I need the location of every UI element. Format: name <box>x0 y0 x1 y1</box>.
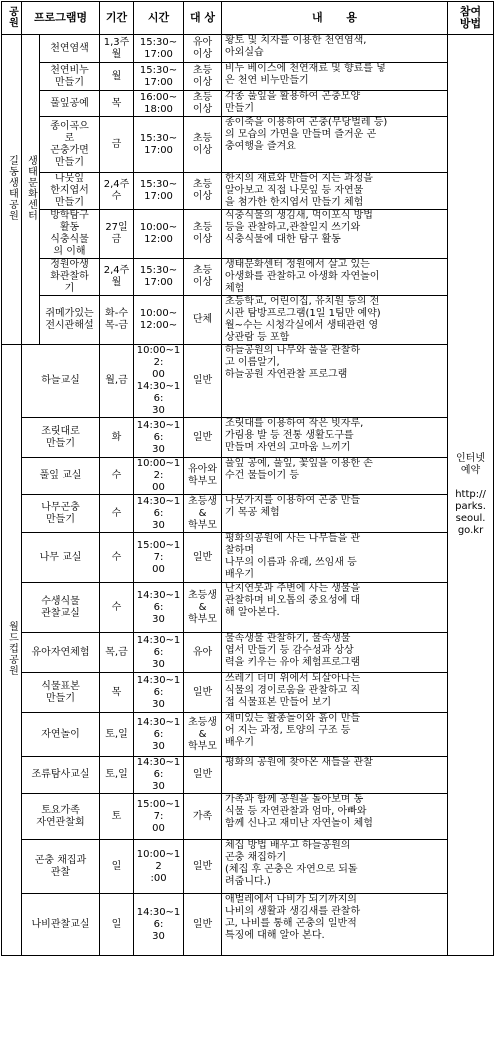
header-method: 참여 방법 <box>448 2 494 35</box>
program-time-text: 10:00~12: 00 <box>136 458 181 493</box>
table-row <box>2 757 494 794</box>
header-target: 대 상 <box>184 2 222 35</box>
program-target <box>184 583 222 633</box>
program-time <box>134 673 184 713</box>
program-target <box>184 63 222 91</box>
program-name <box>22 840 100 894</box>
program-content <box>222 458 448 495</box>
program-content <box>222 345 448 418</box>
program-target <box>184 633 222 673</box>
program-period-text: 화-수 목-금 <box>105 308 128 331</box>
program-content <box>222 296 448 345</box>
program-content-text: 나뭇가지를 이용하여 곤충 만들 기 목공 체험 <box>225 495 361 518</box>
table-row <box>2 91 494 117</box>
program-time <box>134 533 184 583</box>
program-period-text: 토,일 <box>105 769 128 780</box>
header-time: 시간 <box>134 2 184 35</box>
program-name <box>22 583 100 633</box>
program-time-text: 15:30~ 17:00 <box>139 132 178 156</box>
program-content-text: 생태문화센터 정원에서 살고 있는 아생화를 관찰하고 아생화 자연놀이 체험 <box>225 259 380 294</box>
program-time-text: 14:30~16: 30 <box>136 716 181 752</box>
table-row <box>2 713 494 757</box>
table-row <box>2 794 494 840</box>
program-target-text: 초등 이상 <box>192 64 213 88</box>
program-table <box>1 1 494 956</box>
program-content-text: 초등학교, 어린이집, 유치원 등의 전 시관 탐방프로그램(1일 1팀만 예약) 월~수는 시청각실에서 생태관련 영 상관람 등 포함 <box>225 296 381 343</box>
program-name-text: 조류탐사교실 <box>31 769 90 780</box>
header-content: 내 용 <box>222 2 448 35</box>
program-period <box>100 713 134 757</box>
program-name-text: 나뭇잎 한지엽서 만들기 <box>50 173 89 208</box>
program-period <box>100 117 134 173</box>
program-target-text: 초등생 & 학부모 <box>188 716 217 752</box>
program-target <box>184 458 222 495</box>
method-text[interactable]: 인터넷 예약 http:// parks. seoul. go.kr <box>455 453 486 536</box>
park-gildong <box>2 35 22 345</box>
program-name <box>22 673 100 713</box>
program-target <box>184 713 222 757</box>
table-row <box>2 259 494 296</box>
program-target-text: 일반 <box>192 431 213 443</box>
program-period <box>100 794 134 840</box>
program-content-text: 하늘공원의 나무와 풀을 관찰하 고 이름알기, 하늘공원 자연관찰 프로그램 <box>225 345 361 380</box>
park-worldcup <box>2 345 22 956</box>
program-period <box>100 35 134 63</box>
program-name-text: 나비관찰교실 <box>31 918 90 930</box>
program-target <box>184 173 222 210</box>
program-period-text: 목,금 <box>105 646 128 658</box>
program-name-text: 하늘교실 <box>41 375 80 386</box>
program-name <box>22 757 100 794</box>
program-content-text: 식충식물의 생김새, 먹이포식 방법 등을 관찰하고,관찰일지 쓰기와 식충식물에 대한 탐구 활동 <box>225 210 373 245</box>
program-name <box>22 894 100 956</box>
park-gildong-label: 길동생태공원 <box>6 154 18 221</box>
program-target <box>184 757 222 794</box>
program-name-text: 쥐메가있는 전시관해설 <box>45 308 94 331</box>
program-target-text: 단체 <box>192 314 213 325</box>
program-time-text: 15:30~ 17:00 <box>139 64 178 88</box>
program-period <box>100 259 134 296</box>
program-period <box>100 673 134 713</box>
program-name <box>40 296 100 345</box>
program-name <box>22 713 100 757</box>
program-name <box>22 458 100 495</box>
program-name-text: 정원아생 화관찰하 기 <box>50 259 89 294</box>
program-name <box>40 173 100 210</box>
program-time-text: 10:00~12: 00 14:30~16: 30 <box>136 345 181 416</box>
program-target-text: 초등 이상 <box>192 132 213 156</box>
program-period <box>100 533 134 583</box>
program-name-text: 조릿대로 만들기 <box>41 425 80 449</box>
program-period <box>100 91 134 117</box>
program-period-text: 월 <box>111 70 122 82</box>
program-target <box>184 794 222 840</box>
program-target-text: 유아와 학부모 <box>188 464 217 487</box>
program-content-text: 종이죽을 이용하여 곤충(무당벌레 등) 의 모습의 가면을 만들며 즐거운 곤 충여행을 즐겨요 <box>225 117 388 152</box>
program-period-text: 월,금 <box>105 375 128 386</box>
program-content <box>222 583 448 633</box>
program-period-text: 2,4주 월 <box>103 265 130 288</box>
program-period-text: 목 <box>111 97 122 109</box>
program-time-text: 14:30~16: 30 <box>136 634 181 670</box>
program-content <box>222 757 448 794</box>
program-content-text: 애벌레에서 나비가 되기까지의 나비의 생활과 생김새를 관찰하 고, 나비를 통해 곤충의 일반적 특징에 대해 알아 본다. <box>225 894 361 941</box>
table-row <box>2 210 494 259</box>
program-content-text: 쓰레기 더미 위에서 되살아나는 식물의 경이로움을 관찰하고 직 접 식물표본 만들어 보기 <box>225 673 361 708</box>
program-name-text: 천연비누 만들기 <box>50 64 89 88</box>
program-period <box>100 296 134 345</box>
program-period <box>100 63 134 91</box>
park-worldcup-label: 월드컵공원 <box>6 620 18 676</box>
program-name-text: 풀잎공예 <box>50 97 89 109</box>
program-content-text: 비누 베이스에 천연재료 및 향료를 넣 은 천연 비누만들기 <box>225 63 386 86</box>
program-target <box>184 345 222 418</box>
program-content-text: 황토 및 치자를 이용한 천연염색, 아외실습 <box>225 35 367 58</box>
program-target <box>184 495 222 533</box>
header-row <box>2 2 494 35</box>
program-time-text: 15:30~ 17:00 <box>139 179 178 202</box>
table-row <box>2 495 494 533</box>
program-content <box>222 713 448 757</box>
table-row <box>2 296 494 345</box>
program-content-text: 재미있는 활총놀이와 흙이 만들 어 지는 과정, 토양의 구조 등 배우기 <box>225 713 361 748</box>
program-time <box>134 794 184 840</box>
header-period: 기간 <box>100 2 134 35</box>
program-name <box>40 91 100 117</box>
program-time-text: 15:00~17: 00 <box>136 539 181 575</box>
program-time-text: 15:30~ 17:00 <box>139 36 178 60</box>
table-row <box>2 458 494 495</box>
program-target <box>184 35 222 63</box>
program-content-text: 조릿대를 이용하여 작은 빗자루, 가림용 발 등 전통 생활도구를 만들며 자연의 고마움 느끼기 <box>225 418 364 453</box>
program-time-text: 14:30~16: 30 <box>136 495 181 531</box>
program-period <box>100 418 134 458</box>
program-period <box>100 173 134 210</box>
program-time-text: 14:30~16: 30 <box>136 906 181 942</box>
program-content <box>222 117 448 173</box>
program-target-text: 유아 <box>192 646 213 658</box>
program-target-text: 초등 이상 <box>192 265 213 288</box>
program-name-text: 수생식물 관찰교실 <box>41 595 80 619</box>
program-time <box>134 418 184 458</box>
program-period <box>100 840 134 894</box>
table-row <box>2 173 494 210</box>
program-target-text: 초등생 & 학부모 <box>188 589 217 625</box>
program-time <box>134 296 184 345</box>
program-name <box>22 495 100 533</box>
program-target <box>184 533 222 583</box>
program-name <box>40 35 100 63</box>
program-content <box>222 533 448 583</box>
program-name-text: 식물표본 만들기 <box>41 680 80 704</box>
program-name-text: 곤충 채집과 관찰 <box>34 854 87 878</box>
program-target-text: 일반 <box>192 918 213 930</box>
program-name-text: 방학탐구 활동 식충식물 의 이해 <box>50 210 89 257</box>
program-content-text: 평화의 공원에 찾아온 새들을 관찰 <box>225 757 373 768</box>
center-label-text: 생태문화센터 <box>25 154 37 221</box>
table-row <box>2 117 494 173</box>
program-period <box>100 633 134 673</box>
program-time-text: 10:00~ 12:00~ <box>139 308 178 331</box>
program-target-text: 초등생 & 학부모 <box>188 495 217 531</box>
program-time-text: 14:30~16: 30 <box>136 757 181 792</box>
program-time <box>134 840 184 894</box>
program-period-text: 토,일 <box>105 728 128 740</box>
program-time-text: 10:00~ 12:00 <box>139 222 178 245</box>
program-period-text: 수 <box>111 551 122 563</box>
program-target-text: 가족 <box>192 810 213 822</box>
program-target <box>184 840 222 894</box>
table-row <box>2 418 494 458</box>
program-period <box>100 495 134 533</box>
program-time <box>134 210 184 259</box>
program-time <box>134 259 184 296</box>
program-period-text: 목 <box>111 686 122 698</box>
program-name-text: 풀잎 교실 <box>39 470 82 481</box>
program-target <box>184 418 222 458</box>
program-time <box>134 117 184 173</box>
program-time-text: 14:30~16: 30 <box>136 419 181 455</box>
program-time-text: 16:00~ 18:00 <box>139 91 178 115</box>
program-content <box>222 894 448 956</box>
program-target <box>184 296 222 345</box>
program-content-text: 평화의공원에 사는 나무들을 관 찰하며 나무의 이름과 유래, 쓰임새 등 배우기 <box>225 533 361 580</box>
program-period <box>100 458 134 495</box>
program-target <box>184 894 222 956</box>
program-time <box>134 713 184 757</box>
table-row <box>2 35 494 63</box>
center-label <box>22 35 40 345</box>
table-row <box>2 633 494 673</box>
table-row <box>2 345 494 418</box>
program-content <box>222 840 448 894</box>
program-name-text: 유아자연체험 <box>31 646 90 658</box>
table-row <box>2 583 494 633</box>
table-row <box>2 673 494 713</box>
program-target-text: 일반 <box>192 686 213 698</box>
program-name <box>22 794 100 840</box>
program-time-text: 15:00~17: 00 <box>136 798 181 834</box>
program-time <box>134 345 184 418</box>
program-time <box>134 633 184 673</box>
program-time-text: 10:00~12 :00 <box>136 848 181 884</box>
program-period-text: 수 <box>111 507 122 519</box>
program-name-text: 나무곤충 만들기 <box>41 501 80 525</box>
program-target-text: 일반 <box>192 375 213 386</box>
program-name <box>22 633 100 673</box>
program-content <box>222 210 448 259</box>
program-name-text: 종이곡으 로 곤충가면 만들기 <box>50 120 89 168</box>
program-name <box>40 210 100 259</box>
program-content-text: 난지연못과 주변에 사는 생물을 관찰하며 비오톱의 중요성에 대 해 알아본다. <box>225 583 361 618</box>
table-row <box>2 840 494 894</box>
program-period <box>100 894 134 956</box>
program-target-text: 일반 <box>192 769 213 780</box>
program-time-text: 14:30~16: 30 <box>136 674 181 710</box>
program-content-text: 각종 풀잎을 활용하여 곤충모양 만들기 <box>225 91 361 114</box>
program-period-text: 금 <box>111 138 122 150</box>
program-content <box>222 35 448 63</box>
program-name <box>40 117 100 173</box>
program-target <box>184 117 222 173</box>
program-content-text: 물속생물 관찰하기, 물속생물 엽서 만들기 등 감수성과 상상 력을 키우는 유아 체험프로그램 <box>225 633 361 668</box>
program-time <box>134 757 184 794</box>
program-content <box>222 259 448 296</box>
program-target-text: 초등 이상 <box>192 222 213 245</box>
program-period-text: 일 <box>111 860 122 872</box>
program-target <box>184 259 222 296</box>
program-period <box>100 345 134 418</box>
program-target <box>184 210 222 259</box>
program-period <box>100 583 134 633</box>
program-name <box>22 418 100 458</box>
program-target <box>184 673 222 713</box>
program-time <box>134 458 184 495</box>
method-cell <box>448 35 494 956</box>
program-time <box>134 583 184 633</box>
program-name <box>40 259 100 296</box>
program-time-text: 14:30~16: 30 <box>136 589 181 625</box>
program-time <box>134 495 184 533</box>
table-row <box>2 63 494 91</box>
program-content <box>222 633 448 673</box>
program-content <box>222 173 448 210</box>
program-target-text: 초등 이상 <box>192 91 213 115</box>
program-period <box>100 210 134 259</box>
program-target-text: 초등 이상 <box>192 179 213 202</box>
program-content <box>222 673 448 713</box>
program-period-text: 수 <box>111 470 122 481</box>
program-time <box>134 91 184 117</box>
program-period-text: 수 <box>111 601 122 613</box>
program-content <box>222 495 448 533</box>
program-name <box>40 63 100 91</box>
header-park: 공원 <box>2 2 22 35</box>
program-period-text: 2,4주 수 <box>103 179 130 202</box>
program-time-text: 15:30~ 17:00 <box>139 265 178 288</box>
program-content-text: 가족과 함께 공원을 돌아보며 동 식물 등 자연관찰과 엄마, 아빠와 함께 신나고 재미난 자연놀이 체험 <box>225 794 373 829</box>
program-name-text: 토요가족 자연관찰회 <box>36 804 85 828</box>
program-target <box>184 91 222 117</box>
program-content-text: 한지의 재료와 만들어 지는 과정을 알아보고 직접 나뭇잎 등 자연물 을 첨가한 한지엽서 만들기 체험 <box>225 173 373 208</box>
program-period-text: 1,3주 월 <box>103 36 130 60</box>
program-time <box>134 173 184 210</box>
header-program: 프로그램명 <box>22 2 100 35</box>
table-row <box>2 894 494 956</box>
program-time <box>134 35 184 63</box>
program-target-text: 일반 <box>192 551 213 563</box>
program-target-text: 유아 이상 <box>192 36 213 60</box>
program-name-text: 나무 교실 <box>39 551 82 563</box>
program-name <box>22 533 100 583</box>
program-time <box>134 63 184 91</box>
program-content-text: 체집 방법 배우고 하늘공원의 곤충 채집하기 (체집 후 곤충은 자연으로 되돌 려줍니다.) <box>225 840 358 887</box>
program-content <box>222 63 448 91</box>
program-period-text: 27일 금 <box>105 222 128 245</box>
table-row <box>2 533 494 583</box>
program-time <box>134 894 184 956</box>
program-period <box>100 757 134 794</box>
program-name <box>22 345 100 418</box>
program-period-text: 토 <box>111 810 122 822</box>
program-content <box>222 794 448 840</box>
program-content <box>222 418 448 458</box>
program-target-text: 일반 <box>192 860 213 872</box>
program-name-text: 천연염색 <box>50 42 89 54</box>
program-content <box>222 91 448 117</box>
program-content-text: 풀잎 공예, 풀잎, 꽃잎을 이용한 손 수건 물들이기 등 <box>225 458 373 481</box>
program-name-text: 자연놀이 <box>41 728 80 740</box>
program-period-text: 화 <box>111 431 122 443</box>
program-period-text: 일 <box>111 918 122 930</box>
